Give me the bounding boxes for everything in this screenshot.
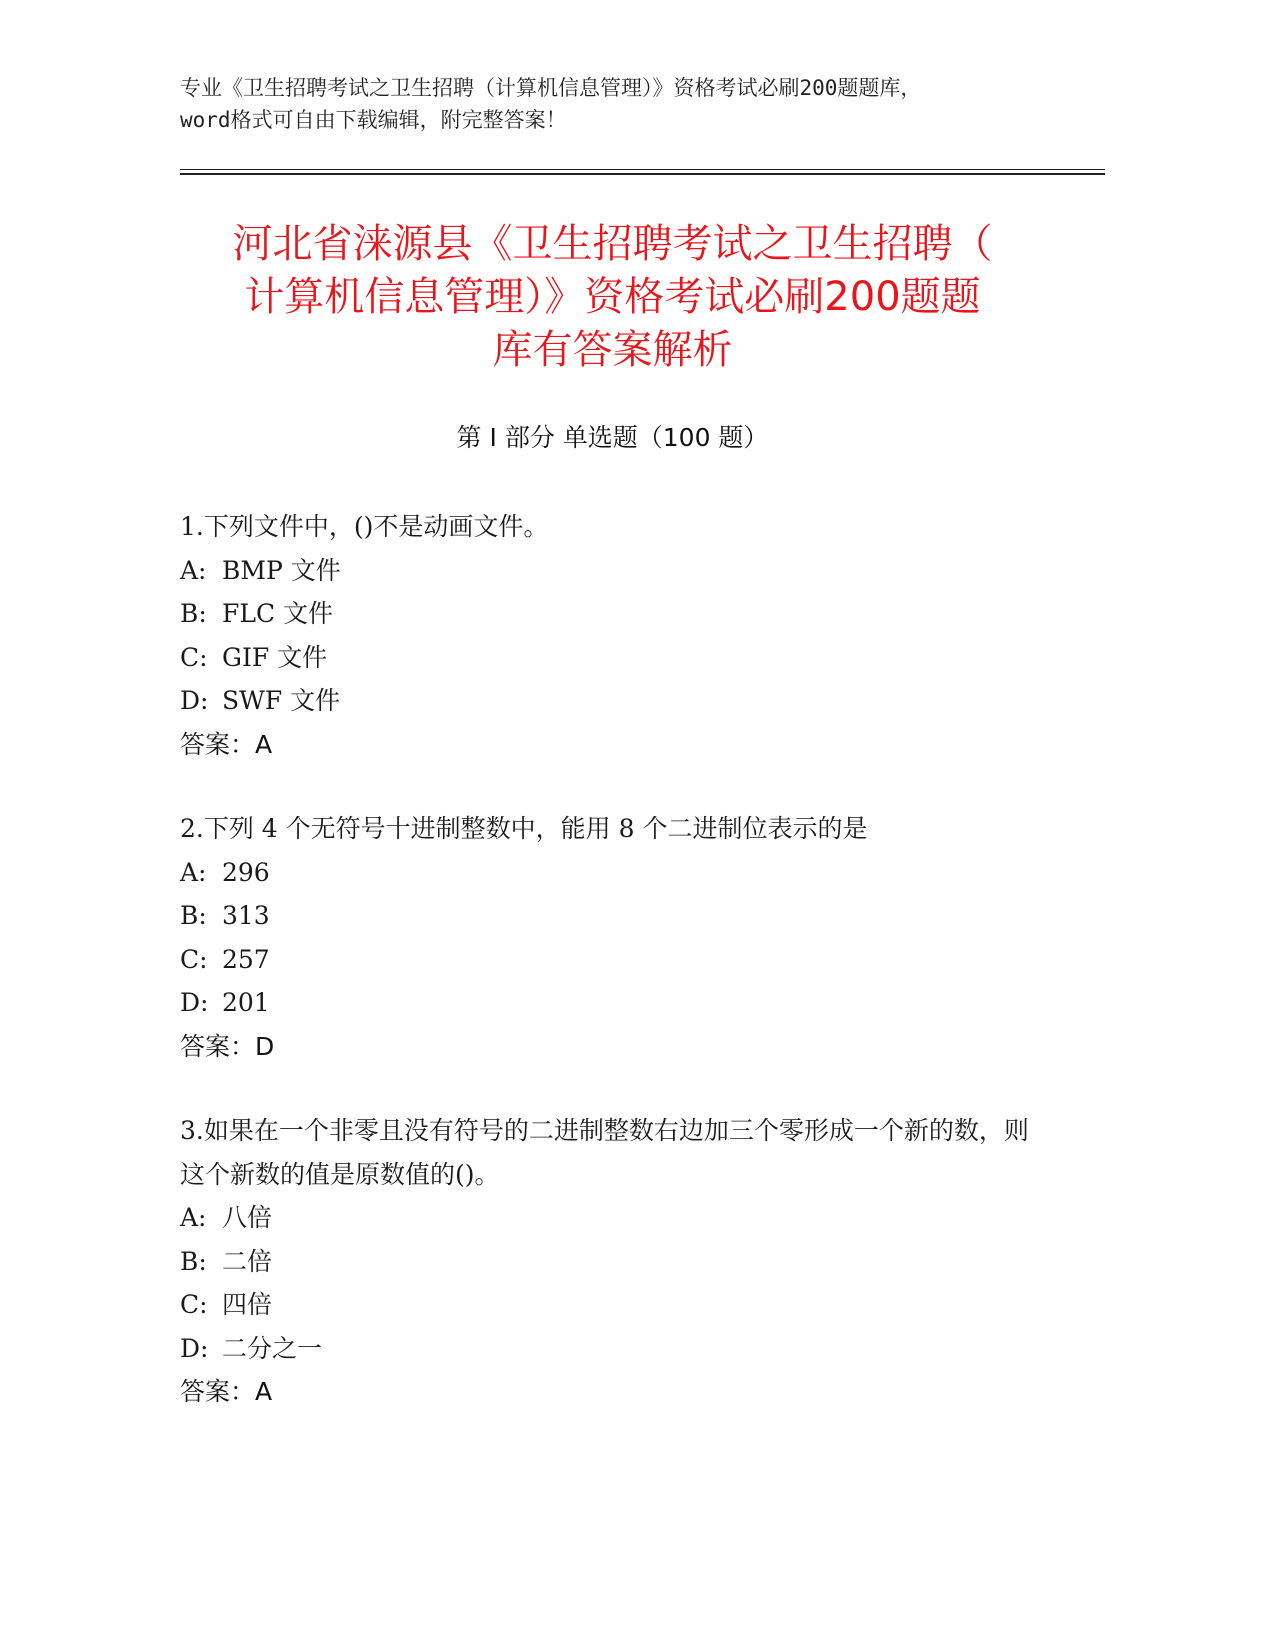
option-d: [180, 1327, 1040, 1371]
option-text: 201: [222, 988, 270, 1017]
option-b: [180, 894, 1040, 938]
title-line-3: 库有答案解析: [492, 327, 733, 373]
option-letter: A:: [180, 857, 207, 887]
option-c: [180, 636, 1040, 680]
option-text: 313: [222, 901, 270, 930]
option-c: [180, 1283, 1040, 1327]
header-line-1: 专业《卫生招聘考试之卫生招聘（计算机信息管理）》资格考试必刷200题题库，: [180, 76, 922, 100]
option-d: [180, 679, 1040, 723]
option-letter: B:: [180, 901, 207, 930]
header-divider-thin: [180, 169, 1105, 170]
option-letter: B:: [180, 599, 207, 628]
option-d: [180, 981, 1040, 1025]
option-text: 二分之一: [222, 1333, 323, 1363]
option-letter: D:: [180, 686, 209, 715]
question-text: 2.下列 4 个无符号十进制整数中，能用 8 个二进制位表示的是: [180, 814, 868, 843]
option-letter: A:: [180, 555, 207, 585]
header-divider-thick: [180, 173, 1105, 175]
option-a: [180, 851, 1040, 895]
option-text: SWF 文件: [222, 686, 341, 715]
option-letter: C:: [180, 1290, 208, 1319]
option-b: [180, 1240, 1040, 1284]
option-text: BMP 文件: [222, 555, 341, 585]
option-text: 二倍: [222, 1246, 273, 1276]
document-title: [180, 218, 1045, 377]
document-header-note: [180, 72, 1100, 136]
answer-line: 答案：A: [180, 729, 273, 759]
option-b: [180, 592, 1040, 636]
title-line-1: 河北省涞源县《卫生招聘考试之卫生招聘（: [232, 221, 993, 267]
question-text: 1.下列文件中，()不是动画文件。: [180, 512, 549, 541]
option-text: GIF 文件: [222, 642, 328, 672]
answer-line: 答案：A: [180, 1377, 273, 1406]
option-text: FLC 文件: [222, 599, 334, 628]
option-c: [180, 938, 1040, 982]
option-letter: D:: [180, 988, 209, 1017]
option-letter: B:: [180, 1246, 207, 1276]
option-text: 四倍: [222, 1290, 273, 1319]
question-text: 3.如果在一个非零且没有符号的二进制整数右边加三个零形成一个新的数，则这个新数的值是原数值的()。: [180, 1116, 1029, 1189]
option-a: [180, 549, 1040, 593]
question-item: [180, 807, 1040, 1068]
option-text: 八倍: [222, 1203, 273, 1232]
option-letter: D:: [180, 1333, 209, 1363]
option-a: [180, 1196, 1040, 1240]
question-item: [180, 1109, 1040, 1414]
question-item: [180, 505, 1040, 766]
section-heading: 第 I 部分 单选题（100 题）: [456, 423, 769, 452]
option-text: 296: [222, 857, 270, 887]
question-list: [180, 505, 1040, 1455]
header-line-2: word格式可自由下载编辑，附完整答案！: [180, 108, 567, 132]
answer-line: 答案：D: [180, 1031, 275, 1061]
option-text: 257: [222, 944, 270, 974]
title-line-2: 计算机信息管理）》资格考试必刷200题题: [244, 274, 981, 320]
option-letter: C:: [180, 944, 208, 974]
option-letter: A:: [180, 1203, 207, 1232]
option-letter: C:: [180, 642, 208, 672]
